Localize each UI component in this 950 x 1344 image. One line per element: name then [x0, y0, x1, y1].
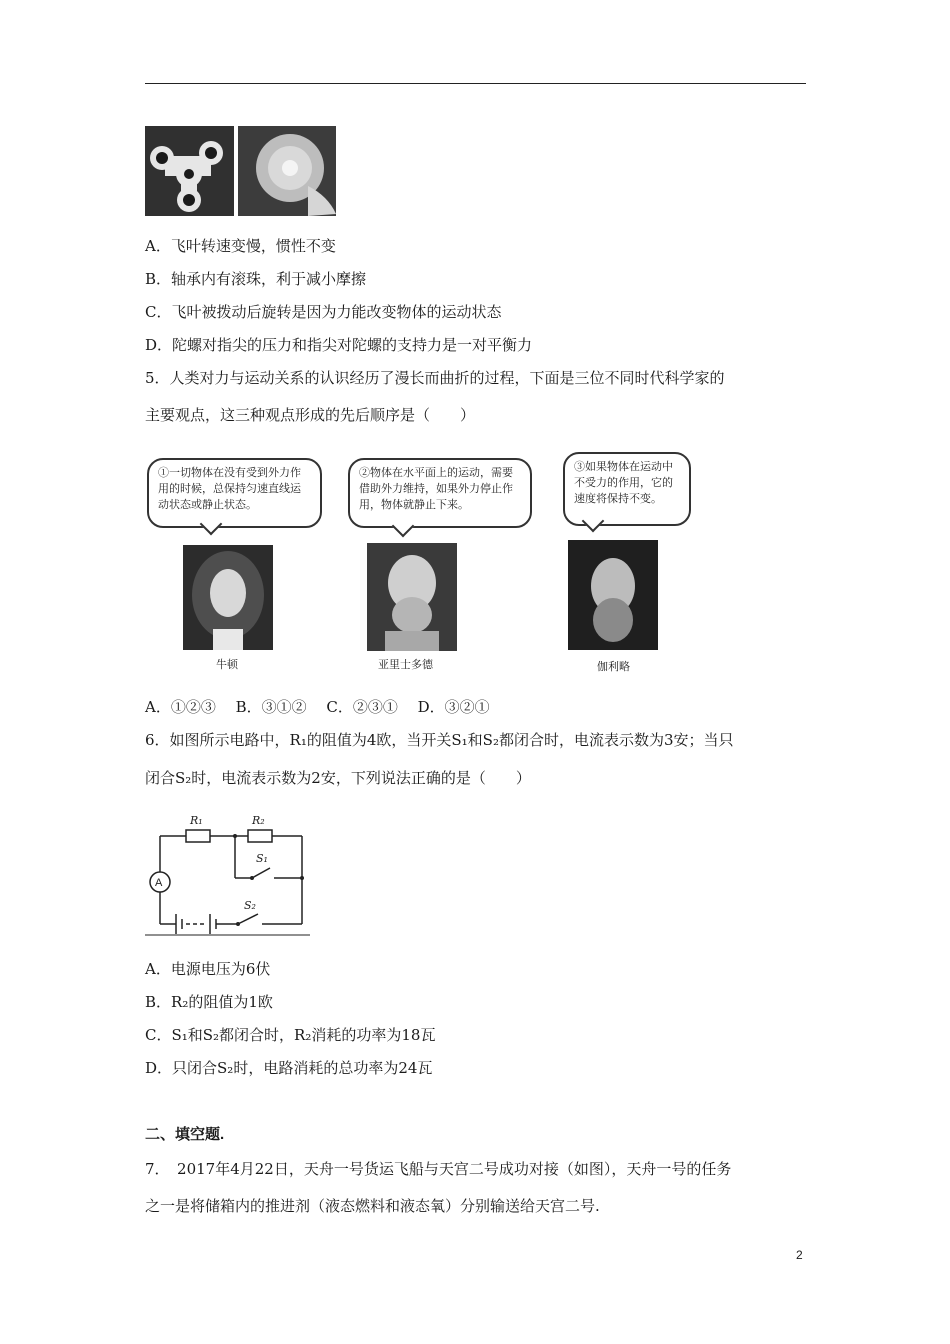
- ammeter-label: A: [155, 877, 163, 889]
- aristotle-portrait: [367, 543, 457, 651]
- header-rule: [145, 83, 806, 84]
- spinning-spinner-photo: [238, 126, 336, 216]
- q7-line2: 之一是将储箱内的推进剂（液态燃料和液态氧）分别输送给天宫二号.: [145, 1197, 600, 1215]
- newton-portrait: [183, 545, 273, 650]
- q4-option-a: A．飞叶转速变慢，惯性不变: [145, 237, 336, 255]
- q4-option-b: B．轴承内有滚珠，利于减小摩擦: [145, 270, 367, 288]
- name-aristotle: 亚里士多德: [378, 658, 433, 671]
- q6-option-d: D．只闭合S₂时，电路消耗的总功率为24瓦: [145, 1059, 433, 1077]
- speech-bubble-1: [147, 458, 322, 528]
- spinner-illustration: [145, 126, 234, 216]
- q6-option-c: C．S₁和S₂都闭合时，R₂消耗的功率为18瓦: [145, 1026, 436, 1044]
- label-r1: R₁: [190, 814, 203, 827]
- circuit-diagram: [140, 808, 315, 936]
- bubble-2-text: ②物体在水平面上的运动，需要借助外力维持，如果外力停止作用，物体就静止下来。: [359, 466, 513, 511]
- q5-options: A．①②③ B．③①② C．②③① D．③②①: [145, 698, 490, 716]
- q6-stem-line1: 6．如图所示电路中，R₁的阻值为4欧，当开关S₁和S₂都闭合时，电流表示数为3安；当只: [145, 731, 734, 749]
- galileo-portrait: [568, 540, 658, 650]
- label-r2: R₂: [252, 814, 265, 827]
- page-number: 2: [796, 1248, 803, 1262]
- q4-option-d: D．陀螺对指尖的压力和指尖对陀螺的支持力是一对平衡力: [145, 336, 533, 354]
- label-s2: S₂: [244, 899, 256, 912]
- section-heading: 二、填空题.: [145, 1126, 225, 1143]
- q4-option-c: C．飞叶被拨动后旋转是因为力能改变物体的运动状态: [145, 303, 502, 321]
- speech-bubble-3: [563, 452, 691, 526]
- q6-option-b: B．R₂的阻值为1欧: [145, 993, 273, 1011]
- galileo-illustration: [568, 540, 658, 650]
- bubble-3-text: ③如果物体在运动中不受力的作用，它的速度将保持不变。: [574, 460, 673, 505]
- name-galileo: 伽利略: [597, 660, 630, 673]
- q6-option-a: A．电源电压为6伏: [145, 960, 271, 978]
- q6-stem-line2: 闭合S₂时，电流表示数为2安，下列说法正确的是（ ）: [145, 769, 531, 787]
- bubble-1-text: ①一切物体在没有受到外力作用的时候，总保持匀速直线运动状态或静止状态。: [158, 466, 301, 511]
- q7-line1: 7． 2017年4月22日，天舟一号货运飞船与天宫二号成功对接（如图），天舟一号的任务: [145, 1160, 732, 1178]
- aristotle-illustration: [367, 543, 457, 651]
- speech-bubble-2: [348, 458, 532, 528]
- q5-stem-line2: 主要观点，这三种观点形成的先后顺序是（ ）: [145, 406, 476, 424]
- q5-stem-line1: 5．人类对力与运动关系的认识经历了漫长而曲折的过程，下面是三位不同时代科学家的: [145, 369, 725, 387]
- spinning-illustration: [238, 126, 336, 216]
- newton-illustration: [183, 545, 273, 650]
- label-s1: S₁: [256, 852, 268, 865]
- name-newton: 牛顿: [216, 658, 238, 671]
- fidget-spinner-photo: [145, 126, 234, 216]
